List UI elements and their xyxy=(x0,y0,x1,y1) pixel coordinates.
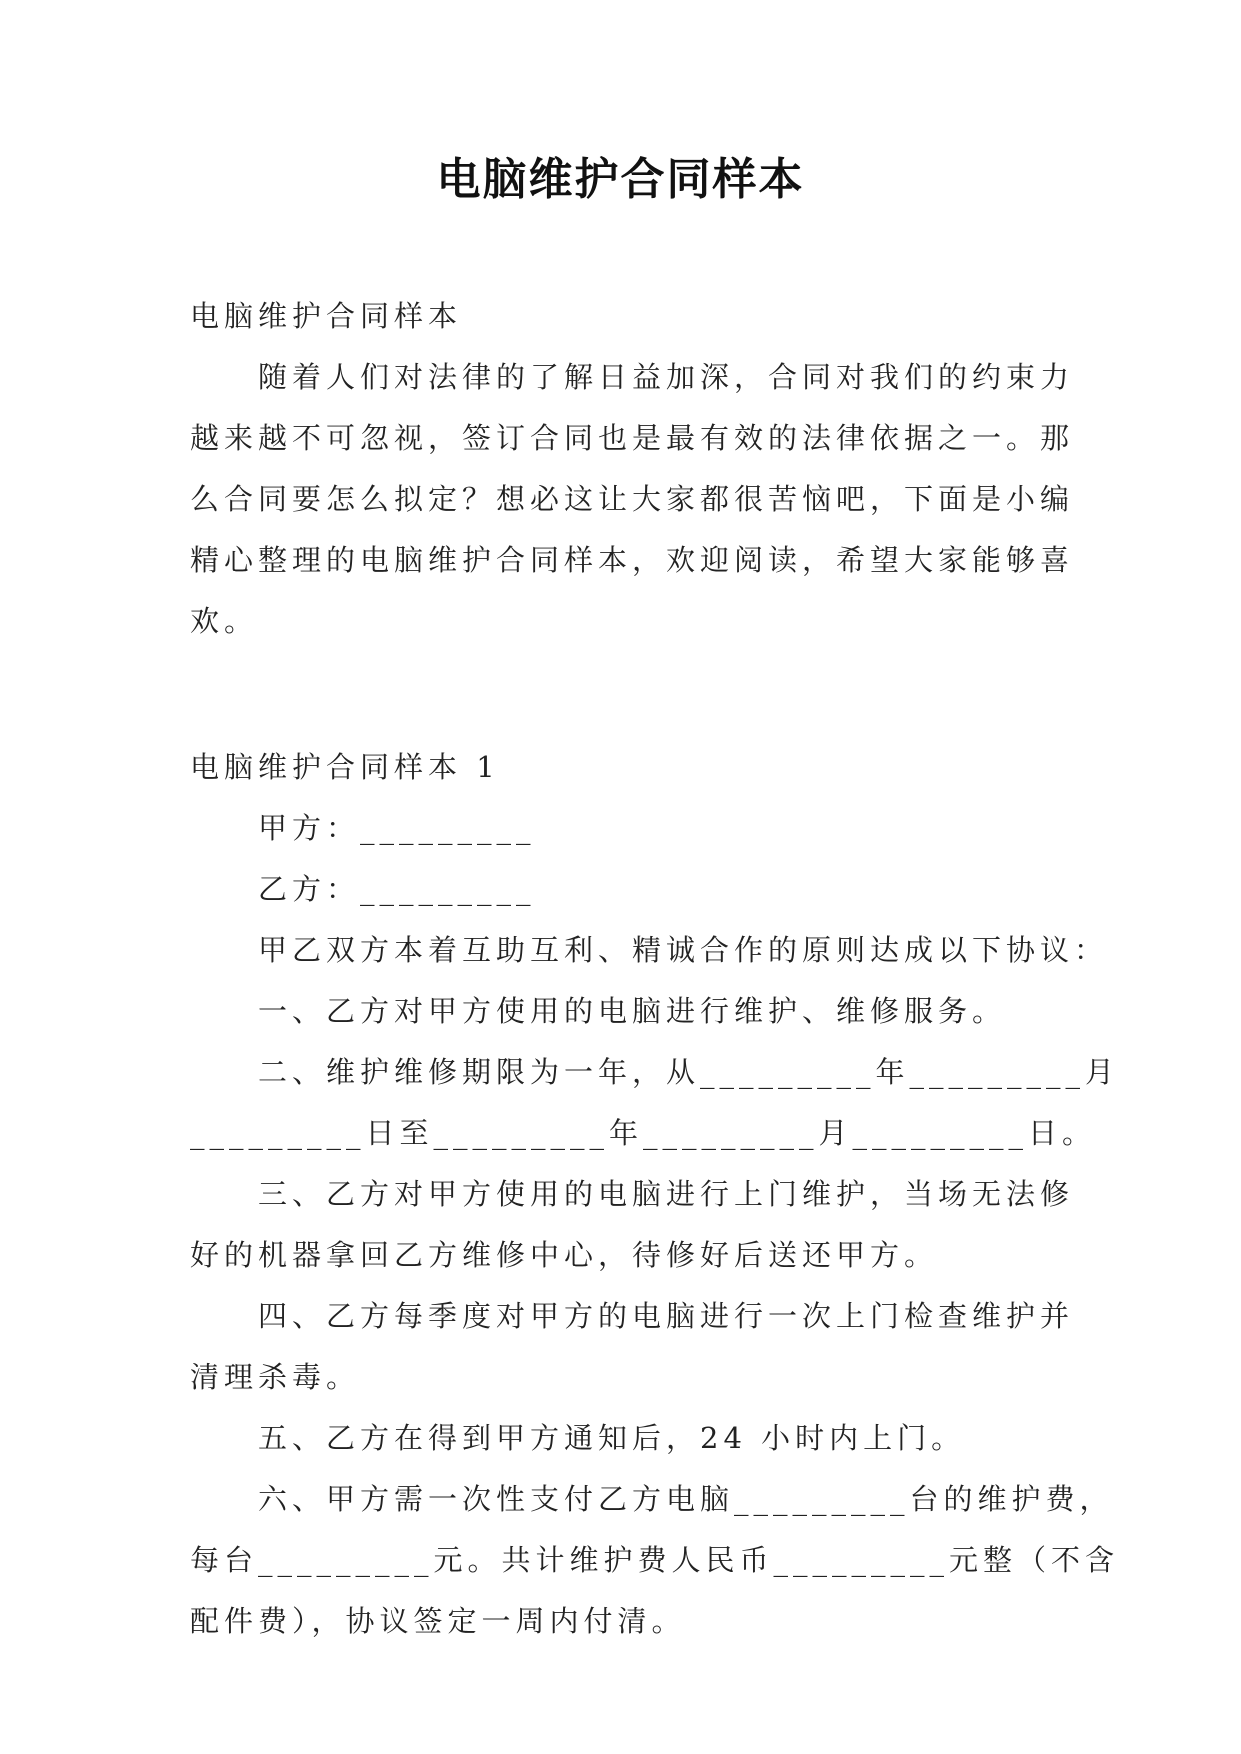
document-body xyxy=(190,286,1120,1652)
text-line: 乙方：_________ xyxy=(258,872,536,906)
document-title: 电脑维护合同样本 xyxy=(436,154,805,205)
text-line: 电脑维护合同样本 xyxy=(190,299,463,333)
text-line: 配件费），协议签定一周内付清。 xyxy=(190,1604,686,1638)
text-line: 五、乙方在得到甲方通知后，24 小时内上门。 xyxy=(258,1421,966,1455)
text-line: 清理杀毒。 xyxy=(190,1360,361,1394)
text-line: 好的机器拿回乙方维修中心，待修好后送还甲方。 xyxy=(190,1238,939,1272)
text-line: _________日至_________年_________月_________日。 xyxy=(190,1116,1097,1150)
text-line: 二、维护维修期限为一年，从_________年_________月 xyxy=(258,1055,1120,1089)
text-line: 随着人们对法律的了解日益加深，合同对我们的约束力 xyxy=(258,360,1075,394)
paragraph-gap xyxy=(190,652,1060,737)
text-line: 甲乙双方本着互助互利、精诚合作的原则达成以下协议： xyxy=(258,933,1109,967)
text-line: 甲方：_________ xyxy=(258,811,536,845)
text-line: 六、甲方需一次性支付乙方电脑_________台的维护费， xyxy=(258,1482,1114,1516)
text-line: 一、乙方对甲方使用的电脑进行维护、维修服务。 xyxy=(258,994,1007,1028)
text-line: 越来越不可忽视，签订合同也是最有效的法律依据之一。那 xyxy=(190,421,1075,455)
text-line: 精心整理的电脑维护合同样本，欢迎阅读，希望大家能够喜 xyxy=(190,543,1075,577)
text-line: 三、乙方对甲方使用的电脑进行上门维护，当场无法修 xyxy=(258,1177,1075,1211)
text-line: 电脑维护合同样本 1 xyxy=(190,750,500,784)
text-line: 么合同要怎么拟定？想必这让大家都很苦恼吧，下面是小编 xyxy=(190,482,1075,516)
text-line: 四、乙方每季度对甲方的电脑进行一次上门检查维护并 xyxy=(258,1299,1075,1333)
text-line: 每台_________元。共计维护费人民币_________元整（不含 xyxy=(190,1543,1120,1577)
text-line: 欢。 xyxy=(190,604,259,638)
